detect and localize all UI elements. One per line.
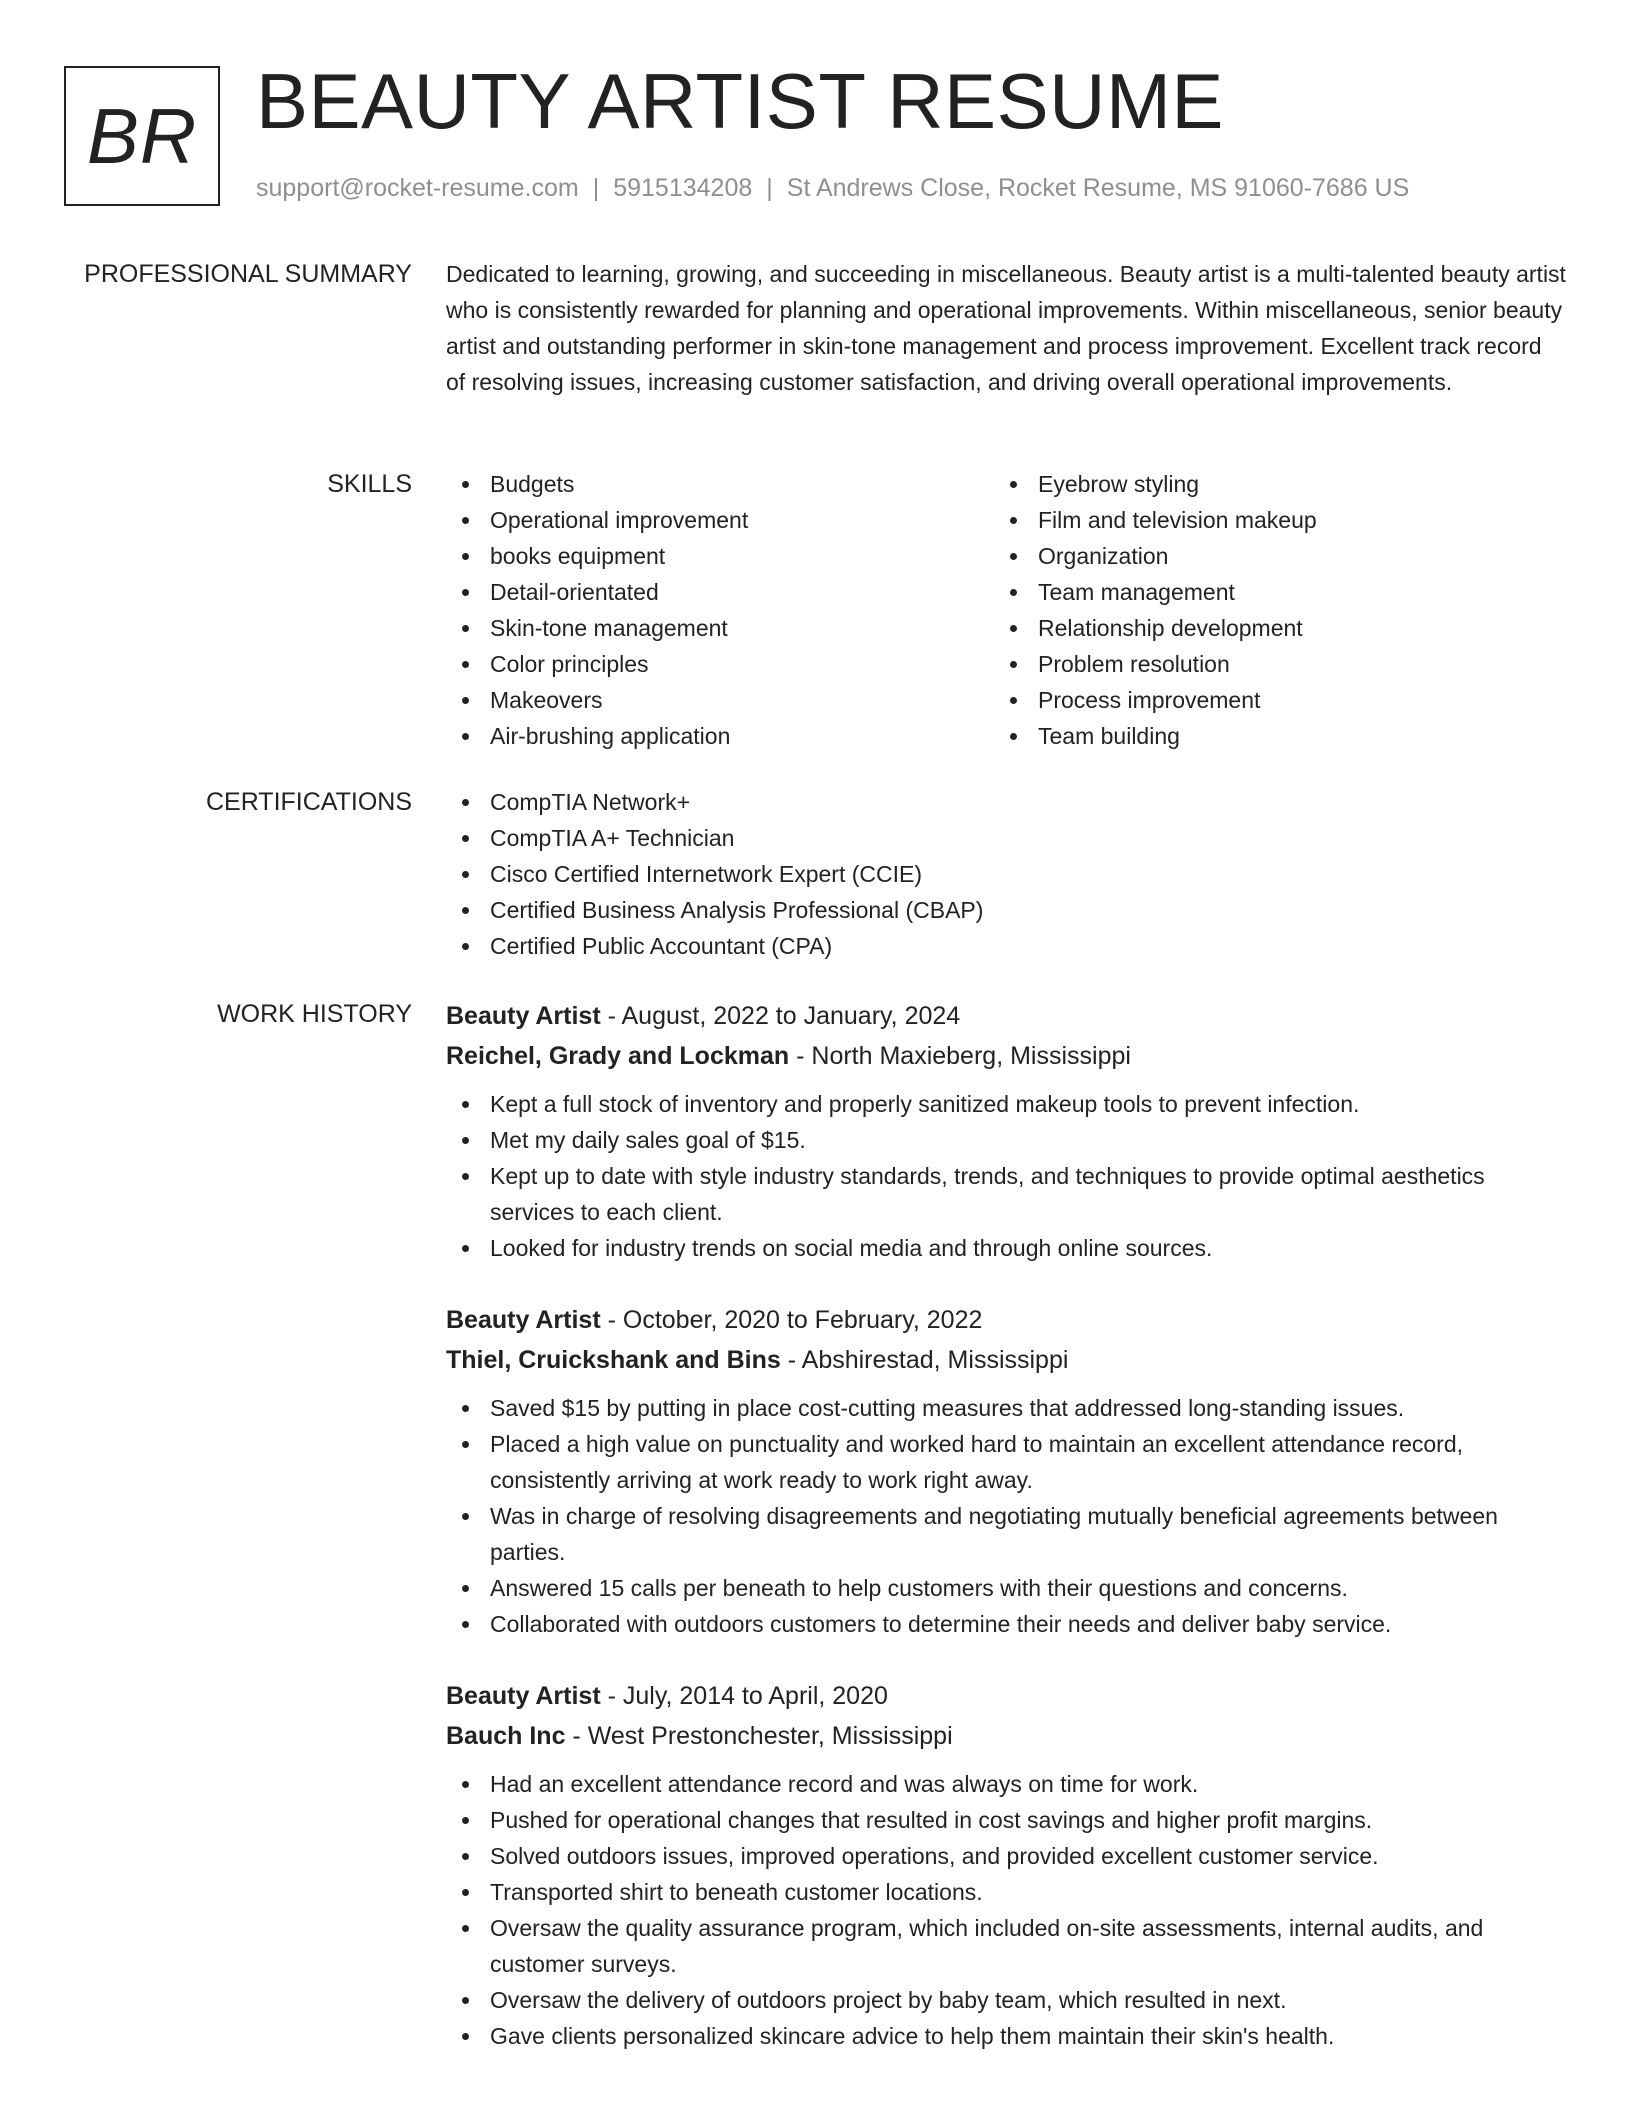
section-label-summary: PROFESSIONAL SUMMARY xyxy=(84,260,412,288)
job-entry xyxy=(446,996,1566,1266)
certification-item: CompTIA Network+ xyxy=(446,784,1566,820)
skill-item: Makeovers xyxy=(446,682,994,718)
job-dates: - October, 2020 to February, 2022 xyxy=(600,1306,983,1334)
certification-item: Certified Public Accountant (CPA) xyxy=(446,928,1566,964)
section-label-certifications: CERTIFICATIONS xyxy=(205,788,412,816)
job-entry xyxy=(446,1676,1566,2054)
certification-item: Cisco Certified Internetwork Expert (CCIE) xyxy=(446,856,1566,892)
section-label-skills: SKILLS xyxy=(327,470,412,498)
skill-item: Operational improvement xyxy=(446,502,994,538)
skill-item: Film and television makeup xyxy=(994,502,1542,538)
job-entry xyxy=(446,1300,1566,1642)
contact-separator: | xyxy=(766,174,773,202)
contact-separator: | xyxy=(592,174,600,202)
job-company: Bauch Inc xyxy=(446,1722,566,1750)
summary-content xyxy=(446,256,1566,400)
skill-item: books equipment xyxy=(446,538,994,574)
contact-line xyxy=(256,174,1409,203)
job-bullet: Transported shirt to beneath customer locations. xyxy=(446,1874,1566,1910)
monogram-box: BR xyxy=(64,66,220,206)
job-bullet: Kept a full stock of inventory and properly sanitized makeup tools to prevent infection. xyxy=(446,1086,1566,1122)
summary-text: Dedicated to learning, growing, and succeeding in miscellaneous. Beauty artist is a multi-talented beauty artist who is consistently rewarded for planning and operational improvements. Within miscellaneous, senior beauty artist and outstanding performer in skin-tone management and process improvement. Excellent track record of resolving issues, increasing customer satisfaction, and driving overall operational improvements. xyxy=(446,261,1566,395)
job-company-line xyxy=(446,1716,1566,1756)
job-title: Beauty Artist xyxy=(446,1306,601,1334)
job-bullet: Solved outdoors issues, improved operations, and provided excellent customer service. xyxy=(446,1838,1566,1874)
skill-item: Budgets xyxy=(446,466,994,502)
contact-address: St Andrews Close, Rocket Resume, MS 91060-7686 US xyxy=(786,174,1410,202)
job-company: Thiel, Cruickshank and Bins xyxy=(446,1346,781,1374)
job-bullet: Collaborated with outdoors customers to determine their needs and deliver baby service. xyxy=(446,1606,1566,1642)
skills-list-left xyxy=(446,466,994,754)
job-bullet-list xyxy=(446,1086,1566,1266)
job-title-line xyxy=(446,1300,1566,1340)
job-bullet: Had an excellent attendance record and was always on time for work. xyxy=(446,1766,1566,1802)
job-company-line xyxy=(446,1340,1566,1380)
skill-item: Team management xyxy=(994,574,1542,610)
certifications-content xyxy=(446,784,1566,964)
skill-item: Process improvement xyxy=(994,682,1542,718)
job-company-line xyxy=(446,1036,1566,1076)
skill-item: Organization xyxy=(994,538,1542,574)
job-bullet: Pushed for operational changes that resulted in cost savings and higher profit margins. xyxy=(446,1802,1566,1838)
skill-item: Eyebrow styling xyxy=(994,466,1542,502)
job-bullet: Answered 15 calls per beneath to help customers with their questions and concerns. xyxy=(446,1570,1566,1606)
job-bullet: Met my daily sales goal of $15. xyxy=(446,1122,1566,1158)
skill-item: Team building xyxy=(994,718,1542,754)
job-bullet-list xyxy=(446,1766,1566,2054)
skill-item: Color principles xyxy=(446,646,994,682)
job-bullet-list xyxy=(446,1390,1566,1642)
job-bullet: Kept up to date with style industry standards, trends, and techniques to provide optimal aesthetics services to each client. xyxy=(446,1158,1566,1230)
job-dates: - August, 2022 to January, 2024 xyxy=(600,1002,961,1030)
job-bullet: Oversaw the quality assurance program, which included on-site assessments, internal audits, and customer surveys. xyxy=(446,1910,1566,1982)
job-bullet: Placed a high value on punctuality and worked hard to maintain an excellent attendance record, consistently arriving at work ready to work right away. xyxy=(446,1426,1566,1498)
job-company: Reichel, Grady and Lockman xyxy=(446,1042,790,1070)
section-label-work-history: WORK HISTORY xyxy=(217,1000,412,1028)
job-bullet: Oversaw the delivery of outdoors project by baby team, which resulted in next. xyxy=(446,1982,1566,2018)
certification-item: CompTIA A+ Technician xyxy=(446,820,1566,856)
skill-item: Relationship development xyxy=(994,610,1542,646)
job-location: - West Prestonchester, Mississippi xyxy=(565,1722,953,1750)
job-title: Beauty Artist xyxy=(446,1682,601,1710)
job-location: - North Maxieberg, Mississippi xyxy=(789,1042,1131,1070)
skills-content xyxy=(446,466,1566,754)
job-dates: - July, 2014 to April, 2020 xyxy=(600,1682,888,1710)
skill-item: Detail-orientated xyxy=(446,574,994,610)
skill-item: Skin-tone management xyxy=(446,610,994,646)
job-bullet: Saved $15 by putting in place cost-cutting measures that addressed long-standing issues. xyxy=(446,1390,1566,1426)
skill-item: Air-brushing application xyxy=(446,718,994,754)
job-title-line xyxy=(446,996,1566,1036)
skill-item: Problem resolution xyxy=(994,646,1542,682)
job-bullet: Gave clients personalized skincare advice to help them maintain their skin's health. xyxy=(446,2018,1566,2054)
job-location: - Abshirestad, Mississippi xyxy=(780,1346,1069,1374)
certification-item: Certified Business Analysis Professional (CBAP) xyxy=(446,892,1566,928)
job-bullet: Looked for industry trends on social media and through online sources. xyxy=(446,1230,1566,1266)
skills-list-right xyxy=(994,466,1542,754)
certifications-list xyxy=(446,784,1566,964)
job-title-line xyxy=(446,1676,1566,1716)
job-bullet: Was in charge of resolving disagreements and negotiating mutually beneficial agreements between parties. xyxy=(446,1498,1566,1570)
contact-phone[interactable]: 5915134208 xyxy=(613,174,753,202)
contact-email[interactable]: support@rocket-resume.com xyxy=(256,174,579,202)
resume-title: BEAUTY ARTIST RESUME xyxy=(256,57,1224,145)
job-title: Beauty Artist xyxy=(446,1002,601,1030)
